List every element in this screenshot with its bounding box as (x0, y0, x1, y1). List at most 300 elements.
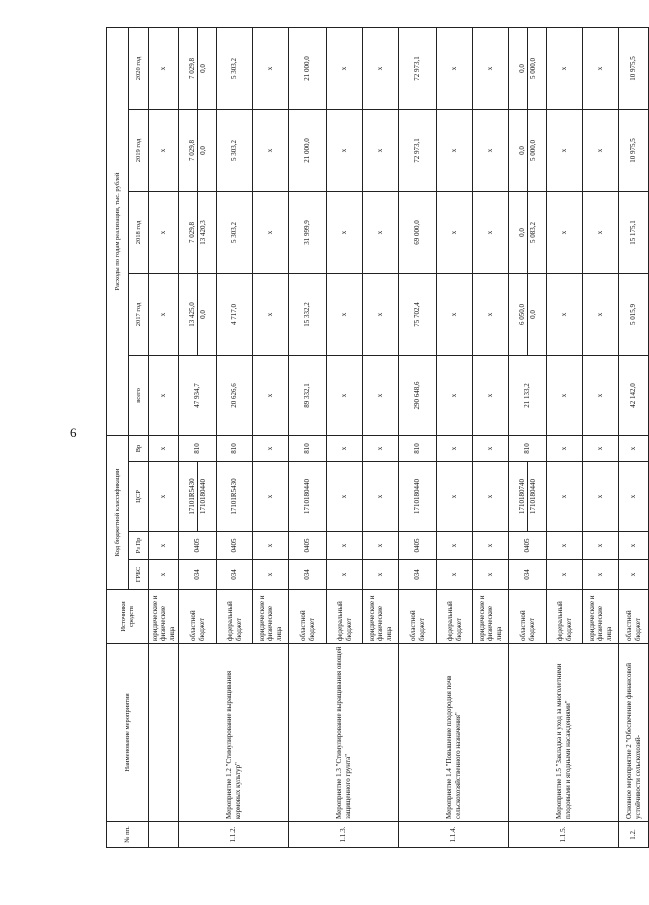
cell-value: x (159, 66, 168, 71)
cell-grbs (217, 560, 253, 590)
cell-value: 810 (413, 443, 422, 454)
cell-y2018 (363, 191, 399, 273)
cell-value: x (376, 393, 385, 398)
cell-csr (179, 462, 217, 532)
cell-y2019 (363, 109, 399, 191)
header-csr: ЦСР (129, 462, 149, 532)
cell-value: 7 029,8 (187, 139, 196, 161)
cell-value: x (340, 393, 349, 398)
cell-value: x (340, 572, 349, 577)
cell-y2019 (217, 109, 253, 191)
cell-value: 1710180440 (413, 479, 422, 514)
cell-value-secondary: 5 000,0 (527, 28, 537, 109)
cell-rzpr (289, 532, 327, 560)
header-name: Наименование мероприятия (107, 644, 149, 822)
cell-value: x (159, 494, 168, 499)
cell-y2018 (217, 191, 253, 273)
cell-csr (399, 462, 437, 532)
cell-y2019 (509, 109, 547, 191)
cell-vr (217, 435, 253, 461)
cell-y2018 (399, 191, 437, 273)
cell-grbs (437, 560, 473, 590)
cell-value: x (266, 494, 275, 499)
cell-value: x (340, 230, 349, 235)
cell-y2017 (327, 273, 363, 355)
funding-source: юридические и физические лица (363, 590, 399, 644)
cell-value: 13 425,0 (187, 302, 196, 327)
cell-rzpr (399, 532, 437, 560)
cell-vr (583, 435, 619, 461)
cell-value: x (159, 446, 168, 451)
cell-grbs (547, 560, 583, 590)
cell-value: x (596, 572, 605, 577)
cell-y2018 (327, 191, 363, 273)
cell-value: 42 142,0 (629, 383, 638, 408)
cell-y2017 (217, 273, 253, 355)
cell-value: 17101R5430 (187, 478, 196, 515)
cell-grbs (327, 560, 363, 590)
cell-value: x (376, 494, 385, 499)
cell-total (217, 355, 253, 435)
cell-value: x (376, 446, 385, 451)
cell-y2019 (327, 109, 363, 191)
funding-source: юридические и физические лица (473, 590, 509, 644)
cell-value: 810 (230, 443, 239, 454)
cell-y2017 (253, 273, 289, 355)
cell-csr (149, 462, 179, 532)
table-row (149, 27, 179, 847)
cell-y2018 (437, 191, 473, 273)
cell-value: x (596, 230, 605, 235)
cell-csr (473, 462, 509, 532)
cell-value-secondary: 5 000,0 (527, 110, 537, 191)
cell-value: 72 973,1 (413, 138, 422, 163)
cell-value: x (486, 66, 495, 71)
cell-csr (437, 462, 473, 532)
cell-y2017 (619, 273, 649, 355)
cell-y2019 (583, 109, 619, 191)
cell-value: x (159, 148, 168, 153)
table-row (399, 27, 437, 847)
cell-rzpr (149, 532, 179, 560)
funding-source: федеральный бюджет (217, 590, 253, 644)
page-number: 6 (70, 425, 77, 440)
cell-y2020 (399, 27, 437, 109)
cell-y2020 (363, 27, 399, 109)
funding-source: областной бюджет (399, 590, 437, 644)
cell-value: x (450, 446, 459, 451)
measure-name: Мероприятие 1.2 "Стимулирование выращивания кормовых культур" (179, 644, 289, 822)
cell-y2020 (149, 27, 179, 109)
cell-value-secondary: 5 083,2 (527, 192, 537, 273)
cell-y2020 (473, 27, 509, 109)
cell-value: 0405 (413, 538, 422, 553)
cell-value: x (376, 66, 385, 71)
cell-csr (327, 462, 363, 532)
cell-value: 21 000,0 (303, 138, 312, 163)
header-code-group: Код бюджетной классификации (107, 435, 129, 589)
cell-vr (509, 435, 547, 461)
row-number: 1.2. (619, 822, 649, 848)
cell-y2018 (583, 191, 619, 273)
cell-value: 1710180740 (517, 479, 526, 514)
cell-value: x (486, 494, 495, 499)
cell-vr (179, 435, 217, 461)
cell-value: x (560, 230, 569, 235)
cell-value: 15 332,2 (303, 302, 312, 327)
cell-total (473, 355, 509, 435)
cell-value-secondary: 1710180440 (527, 462, 537, 531)
funding-source: федеральный бюджет (547, 590, 583, 644)
cell-rzpr (509, 532, 547, 560)
cell-value: 15 175,1 (629, 220, 638, 245)
cell-value: 5 303,2 (230, 139, 239, 161)
measure-name: Мероприятие 1.5 "Закладка и уход за многолетними плодовыми и ягодными насаждениями" (509, 644, 619, 822)
cell-vr (547, 435, 583, 461)
cell-value: x (629, 494, 638, 499)
cell-grbs (583, 560, 619, 590)
cell-value: x (629, 572, 638, 577)
cell-value: 034 (303, 569, 312, 580)
cell-vr (289, 435, 327, 461)
cell-vr (327, 435, 363, 461)
cell-y2017 (509, 273, 547, 355)
cell-value: x (450, 148, 459, 153)
cell-value: x (266, 148, 275, 153)
table-row (509, 27, 547, 847)
cell-value: 4 717,0 (230, 303, 239, 325)
cell-y2020 (217, 27, 253, 109)
cell-y2020 (327, 27, 363, 109)
cell-value-secondary: 13 420,3 (197, 192, 207, 273)
cell-y2019 (179, 109, 217, 191)
cell-value: x (266, 230, 275, 235)
cell-value: x (486, 393, 495, 398)
cell-value: x (266, 543, 275, 548)
header-source: Источники средств (107, 590, 149, 644)
row-number: 1.1.5. (509, 822, 619, 848)
cell-value: 5 015,9 (629, 303, 638, 325)
cell-y2018 (619, 191, 649, 273)
cell-value: x (340, 66, 349, 71)
cell-value: 034 (523, 569, 532, 580)
cell-value: 034 (413, 569, 422, 580)
funding-source: областной бюджет (289, 590, 327, 644)
cell-total (509, 355, 547, 435)
cell-value: x (486, 572, 495, 577)
cell-value: x (159, 230, 168, 235)
cell-y2020 (253, 27, 289, 109)
cell-value: x (266, 446, 275, 451)
cell-y2018 (547, 191, 583, 273)
cell-value: x (560, 393, 569, 398)
cell-value: x (340, 148, 349, 153)
header-2019: 2019 год (129, 109, 149, 191)
cell-value: x (450, 66, 459, 71)
cell-y2017 (547, 273, 583, 355)
row-number: 1.1.4. (399, 822, 509, 848)
cell-value: x (596, 66, 605, 71)
cell-y2018 (253, 191, 289, 273)
cell-y2017 (473, 273, 509, 355)
cell-grbs (179, 560, 217, 590)
cell-y2019 (149, 109, 179, 191)
cell-y2019 (547, 109, 583, 191)
cell-value: 290 648,6 (413, 381, 422, 410)
header-2017: 2017 год (129, 273, 149, 355)
cell-value: x (596, 543, 605, 548)
cell-y2020 (547, 27, 583, 109)
funding-source: юридические и физические лица (253, 590, 289, 644)
cell-value: 7 029,8 (187, 221, 196, 243)
cell-value: x (450, 494, 459, 499)
cell-value: x (159, 543, 168, 548)
cell-csr (289, 462, 327, 532)
cell-value: 5 303,2 (230, 57, 239, 79)
measure-name: Мероприятие 1.3 "Стимулирование выращивания овощей защищенного грунта" (289, 644, 399, 822)
cell-value: x (486, 543, 495, 548)
cell-y2020 (437, 27, 473, 109)
cell-vr (253, 435, 289, 461)
cell-value: 810 (523, 443, 532, 454)
cell-value: x (486, 230, 495, 235)
cell-grbs (253, 560, 289, 590)
cell-value: 7 029,8 (187, 57, 196, 79)
cell-total (327, 355, 363, 435)
cell-rzpr (583, 532, 619, 560)
cell-csr (583, 462, 619, 532)
cell-value: 0405 (230, 538, 239, 553)
cell-value: x (629, 446, 638, 451)
cell-y2018 (289, 191, 327, 273)
cell-value: x (266, 312, 275, 317)
cell-value: x (450, 393, 459, 398)
cell-value: 47 934,7 (193, 383, 202, 408)
cell-value: 0405 (523, 538, 532, 553)
cell-value: 034 (230, 569, 239, 580)
cell-value: 75 702,4 (413, 302, 422, 327)
cell-value: x (450, 312, 459, 317)
header-vr: Вр (129, 435, 149, 461)
header-expense-group: Расходы по годам реализации, тыс. рублей (107, 27, 129, 435)
cell-y2020 (289, 27, 327, 109)
rotated-table-wrapper (106, 28, 642, 848)
table-row (619, 27, 649, 847)
budget-table (106, 27, 649, 848)
cell-value: x (560, 572, 569, 577)
cell-value: x (450, 543, 459, 548)
cell-value: 034 (193, 569, 202, 580)
cell-grbs (619, 560, 649, 590)
cell-y2018 (509, 191, 547, 273)
cell-total (619, 355, 649, 435)
cell-value: 0405 (303, 538, 312, 553)
cell-value: x (266, 393, 275, 398)
cell-y2020 (179, 27, 217, 109)
row-number: 1.1.2. (179, 822, 289, 848)
cell-value: 810 (193, 443, 202, 454)
row-number: 1.1.3. (289, 822, 399, 848)
header-total: всего (129, 355, 149, 435)
cell-y2018 (473, 191, 509, 273)
cell-value: 21 133,2 (523, 383, 532, 408)
cell-y2017 (363, 273, 399, 355)
cell-y2019 (399, 109, 437, 191)
cell-rzpr (547, 532, 583, 560)
cell-value: 21 000,0 (303, 56, 312, 81)
cell-csr (547, 462, 583, 532)
header-2020: 2020 год (129, 27, 149, 109)
cell-y2020 (583, 27, 619, 109)
cell-y2019 (437, 109, 473, 191)
header-rzpr: Рз Пр (129, 532, 149, 560)
cell-y2017 (583, 273, 619, 355)
cell-value: x (596, 494, 605, 499)
cell-grbs (473, 560, 509, 590)
table-row (289, 27, 327, 847)
cell-y2019 (289, 109, 327, 191)
cell-value: x (560, 446, 569, 451)
cell-rzpr (217, 532, 253, 560)
cell-y2017 (399, 273, 437, 355)
cell-value: 10 975,5 (629, 138, 638, 163)
funding-source: федеральный бюджет (327, 590, 363, 644)
cell-y2017 (149, 273, 179, 355)
table-body (149, 27, 649, 847)
cell-value: x (596, 148, 605, 153)
cell-total (149, 355, 179, 435)
cell-value: 0,0 (517, 228, 526, 237)
cell-rzpr (363, 532, 399, 560)
cell-value: 31 999,9 (303, 220, 312, 245)
row-number (149, 822, 179, 848)
cell-value: x (560, 543, 569, 548)
cell-y2017 (179, 273, 217, 355)
cell-y2018 (179, 191, 217, 273)
cell-rzpr (619, 532, 649, 560)
cell-value: 1710180440 (303, 479, 312, 514)
cell-value: x (560, 66, 569, 71)
table-row (179, 27, 217, 847)
cell-rzpr (437, 532, 473, 560)
cell-value-secondary: 0,0 (527, 274, 537, 355)
cell-value: x (340, 312, 349, 317)
header-num: № пп. (107, 822, 149, 848)
cell-value: x (376, 572, 385, 577)
cell-value: x (376, 148, 385, 153)
cell-y2017 (437, 273, 473, 355)
cell-csr (619, 462, 649, 532)
cell-value: x (340, 446, 349, 451)
measure-name: Мероприятие 1.4 "Повышение плодородия почв сельскохозяйственного назначения" (399, 644, 509, 822)
cell-y2017 (289, 273, 327, 355)
cell-y2019 (473, 109, 509, 191)
cell-value: 69 000,0 (413, 220, 422, 245)
cell-value: 89 332,1 (303, 383, 312, 408)
cell-value-secondary: 0,0 (197, 28, 207, 109)
cell-value: x (596, 446, 605, 451)
cell-value: x (340, 543, 349, 548)
cell-value-secondary: 0,0 (197, 274, 207, 355)
cell-value: x (596, 393, 605, 398)
cell-rzpr (179, 532, 217, 560)
measure-name: Основное мероприятие 2 "Обеспечение финансовой устойчивости сельскохозяй- (619, 644, 649, 822)
cell-total (253, 355, 289, 435)
cell-total (179, 355, 217, 435)
cell-grbs (399, 560, 437, 590)
funding-source: юридические и физические лица (583, 590, 619, 644)
cell-rzpr (327, 532, 363, 560)
cell-value: 6 050,0 (517, 303, 526, 325)
cell-y2018 (149, 191, 179, 273)
cell-value: x (560, 148, 569, 153)
cell-csr (217, 462, 253, 532)
measure-name (149, 644, 179, 822)
cell-value: x (266, 66, 275, 71)
cell-csr (253, 462, 289, 532)
cell-value: x (450, 230, 459, 235)
cell-y2019 (253, 109, 289, 191)
cell-total (547, 355, 583, 435)
header-grbs: ГРБС (129, 560, 149, 590)
cell-grbs (363, 560, 399, 590)
cell-value: 0,0 (517, 146, 526, 155)
cell-value: x (629, 543, 638, 548)
cell-value: x (376, 312, 385, 317)
cell-value: 10 975,5 (629, 56, 638, 81)
cell-value-secondary: 0,0 (197, 110, 207, 191)
cell-vr (619, 435, 649, 461)
cell-vr (399, 435, 437, 461)
cell-y2020 (509, 27, 547, 109)
cell-vr (437, 435, 473, 461)
cell-value: x (486, 446, 495, 451)
cell-value: x (596, 312, 605, 317)
cell-grbs (289, 560, 327, 590)
cell-csr (509, 462, 547, 532)
funding-source: областной бюджет (509, 590, 547, 644)
cell-value: x (266, 572, 275, 577)
cell-vr (363, 435, 399, 461)
cell-vr (149, 435, 179, 461)
cell-grbs (149, 560, 179, 590)
cell-value: x (376, 543, 385, 548)
cell-vr (473, 435, 509, 461)
cell-value: x (486, 148, 495, 153)
header-2018: 2018 год (129, 191, 149, 273)
cell-total (583, 355, 619, 435)
cell-y2020 (619, 27, 649, 109)
cell-value: 72 973,1 (413, 56, 422, 81)
cell-value: x (159, 572, 168, 577)
cell-total (363, 355, 399, 435)
cell-value: 17101R5430 (230, 478, 239, 515)
cell-rzpr (473, 532, 509, 560)
cell-value: 20 626,6 (230, 383, 239, 408)
cell-value: x (159, 393, 168, 398)
cell-value: x (159, 312, 168, 317)
cell-value: x (560, 312, 569, 317)
funding-source: федеральный бюджет (437, 590, 473, 644)
cell-value: x (486, 312, 495, 317)
funding-source: областной бюджет (619, 590, 649, 644)
funding-source: областной бюджет (179, 590, 217, 644)
cell-value-secondary: 1710180440 (197, 462, 207, 531)
cell-value: 5 303,2 (230, 221, 239, 243)
cell-value: x (340, 494, 349, 499)
cell-csr (363, 462, 399, 532)
cell-grbs (509, 560, 547, 590)
